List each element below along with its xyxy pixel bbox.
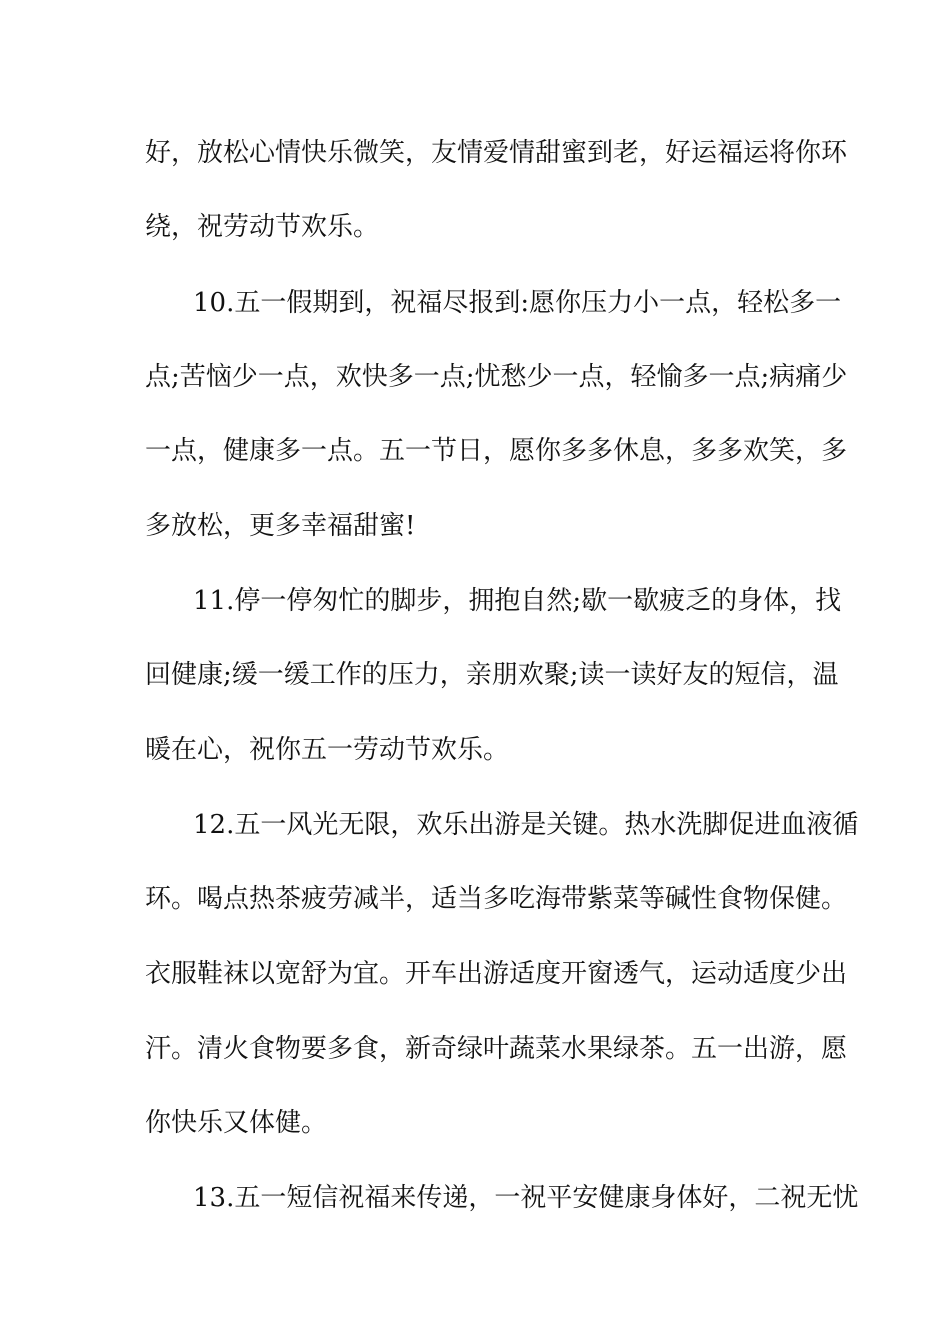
text-line: 12.五一风光无限，欢乐出游是关键。热水洗脚促进血液循	[193, 810, 859, 840]
text-line: 11.停一停匆忙的脚步，拥抱自然;歇一歇疲乏的身体，找	[193, 586, 842, 616]
text-line: 13.五一短信祝福来传递，一祝平安健康身体好，二祝无忧	[193, 1183, 859, 1213]
text-line: 10.五一假期到，祝福尽报到:愿你压力小一点，轻松多一	[193, 288, 842, 318]
text-line: 衣服鞋袜以宽舒为宜。开车出游适度开窗透气，运动适度少出	[145, 959, 848, 989]
text-line: 环。喝点热茶疲劳减半，适当多吃海带紫菜等碱性食物保健。	[145, 884, 848, 914]
text-line: 好，放松心情快乐微笑，友情爱情甜蜜到老，好运福运将你环	[145, 138, 848, 168]
text-line: 你快乐又体健。	[145, 1108, 328, 1138]
text-line: 多放松，更多幸福甜蜜!	[145, 511, 416, 541]
text-line: 汗。清火食物要多食，新奇绿叶蔬菜水果绿茶。五一出游，愿	[145, 1034, 848, 1064]
text-line: 暖在心，祝你五一劳动节欢乐。	[145, 735, 510, 765]
text-line: 回健康;缓一缓工作的压力，亲朋欢聚;读一读好友的短信，温	[145, 660, 839, 690]
text-line: 点;苦恼少一点，欢快多一点;忧愁少一点，轻愉多一点;病痛少	[145, 362, 848, 392]
text-line: 绕，祝劳动节欢乐。	[145, 212, 380, 242]
text-line: 一点，健康多一点。五一节日，愿你多多休息，多多欢笑，多	[145, 436, 848, 466]
